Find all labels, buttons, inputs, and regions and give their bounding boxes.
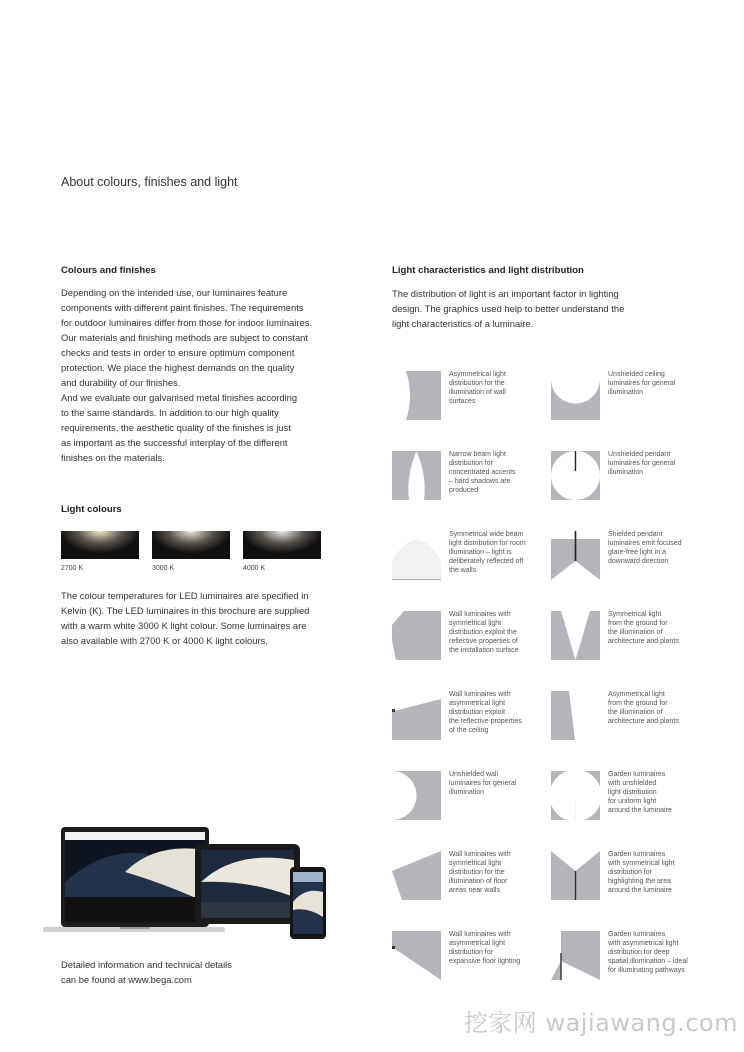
- ground-symmetric-icon: [551, 611, 600, 660]
- asymmetric-wall-distribution-icon: [392, 371, 441, 420]
- garden-asymmetric-icon: [551, 931, 600, 980]
- light-distribution-description: Unshielded ceiling luminaires for general illumination: [608, 371, 676, 396]
- light-characteristics-intro: The distribution of light is an important factor in lighting design. The graphics used help to better understand the light characteristics of a luminaire.: [392, 288, 625, 329]
- light-distribution-description: Shielded pendant luminaires emit focused glare-free light in a downward direction: [608, 531, 682, 565]
- light-distribution-description: Garden luminaires with unshielded light distribution for uniform light around the luminaire: [608, 771, 672, 814]
- watermark: 挖家网 wajiawang.com: [463, 1009, 738, 1037]
- light-glow: [152, 531, 230, 559]
- garden-unshielded-icon: [551, 771, 600, 820]
- light-glow: [61, 531, 139, 559]
- swatch-label: 3000 K: [152, 565, 175, 572]
- finishes-text: Depending on the intended use, our luminaires feature components with different paint finishes. The requirements for outdoor luminaires differ from those for indoor luminaires. Our materials and finishing methods are subject to constant checks and tests in order to ensure optimum component protection. We place the highest demands on the quality and durability of our finishes. And we evaluate our galvanised metal finishes according to the same standards. In addition to our high quality requirements, the aesthetic quality of the finishes is just as important as the successful interplay of the different finishes on the materials.: [61, 287, 312, 463]
- light-distribution-description: Asymmetrical light from the ground for the illumination of architecture and plants: [608, 691, 679, 725]
- unshielded-ceiling-icon: [551, 371, 600, 420]
- garden-symmetric-icon: [551, 851, 600, 900]
- footer-text: Detailed information and technical details can be found at www.bega.com: [61, 959, 232, 985]
- wall-asymmetric-floor-icon: [392, 931, 441, 980]
- light-distribution-description: Symmetrical wide beam light distribution for room illumination – light is deliberately reflected off the walls: [449, 531, 526, 574]
- wall-symmetric-reflective-icon: [392, 611, 441, 660]
- light-distribution-description: Asymmetrical light distribution for the illumination of wall surfaces: [449, 371, 506, 405]
- tablet-icon: [195, 844, 300, 924]
- devices-illustration: [40, 822, 330, 942]
- light-distribution-description: Wall luminaires with asymmetrical light distribution for expansive floor lighting: [449, 931, 521, 965]
- wall-asymmetric-ceiling-icon: [392, 691, 441, 740]
- ground-asymmetric-icon: [551, 691, 600, 740]
- light-colour-swatch: [152, 531, 230, 559]
- light-distribution-description: Unshielded pendant luminaires for general illumination: [608, 451, 676, 476]
- swatch-label: 4000 K: [243, 565, 266, 572]
- narrow-beam-icon: [392, 451, 441, 500]
- light-distribution-description: Garden luminaires with asymmetrical light distribution for deep spatial illumination – ideal for illuminating pathways: [608, 931, 688, 974]
- light-colours-heading: Light colours: [61, 504, 122, 515]
- light-distribution-description: Symmetrical light from the ground for the illumination of architecture and plants: [608, 611, 679, 645]
- light-colour-swatch: [243, 531, 321, 559]
- light-colours-text: The colour temperatures for LED luminaires are specified in Kelvin (K). The LED luminaires in this brochure are supplied with a warm white 3000 K light colour. Some luminaires are also available with 2700 K or 4000 K light colours.: [61, 590, 310, 646]
- light-distribution-description: Wall luminaires with symmetrical light distribution exploit the reflective properties of the installation surface: [449, 611, 519, 654]
- light-distribution-description: Garden luminaires with symmetrical light distribution for highlighting the area around the luminaire: [608, 851, 675, 894]
- light-distribution-description: Wall luminaires with symmetrical light distribution for the illumination of floor areas near walls: [449, 851, 511, 894]
- light-distribution-description: Wall luminaires with asymmetrical light distribution exploit the reflective properties of the ceiling: [449, 691, 522, 734]
- light-distribution-description: Unshielded wall luminaires for general illumination: [449, 771, 517, 796]
- light-glow: [243, 531, 321, 559]
- light-colour-swatch: [61, 531, 139, 559]
- finishes-heading: Colours and finishes: [61, 265, 156, 276]
- light-characteristics-heading: Light characteristics and light distribution: [392, 265, 584, 276]
- phone-icon: [290, 867, 326, 939]
- page-title: About colours, finishes and light: [61, 175, 238, 189]
- unshielded-wall-icon: [392, 771, 441, 820]
- unshielded-pendant-icon: [551, 451, 600, 500]
- light-distribution-description: Narrow beam light distribution for concentrated accents – hard shadows are produced: [449, 451, 516, 494]
- wall-symmetric-floor-icon: [392, 851, 441, 900]
- symmetric-wide-beam-icon: [392, 531, 441, 580]
- swatch-label: 2700 K: [61, 565, 84, 572]
- shielded-pendant-icon: [551, 531, 600, 580]
